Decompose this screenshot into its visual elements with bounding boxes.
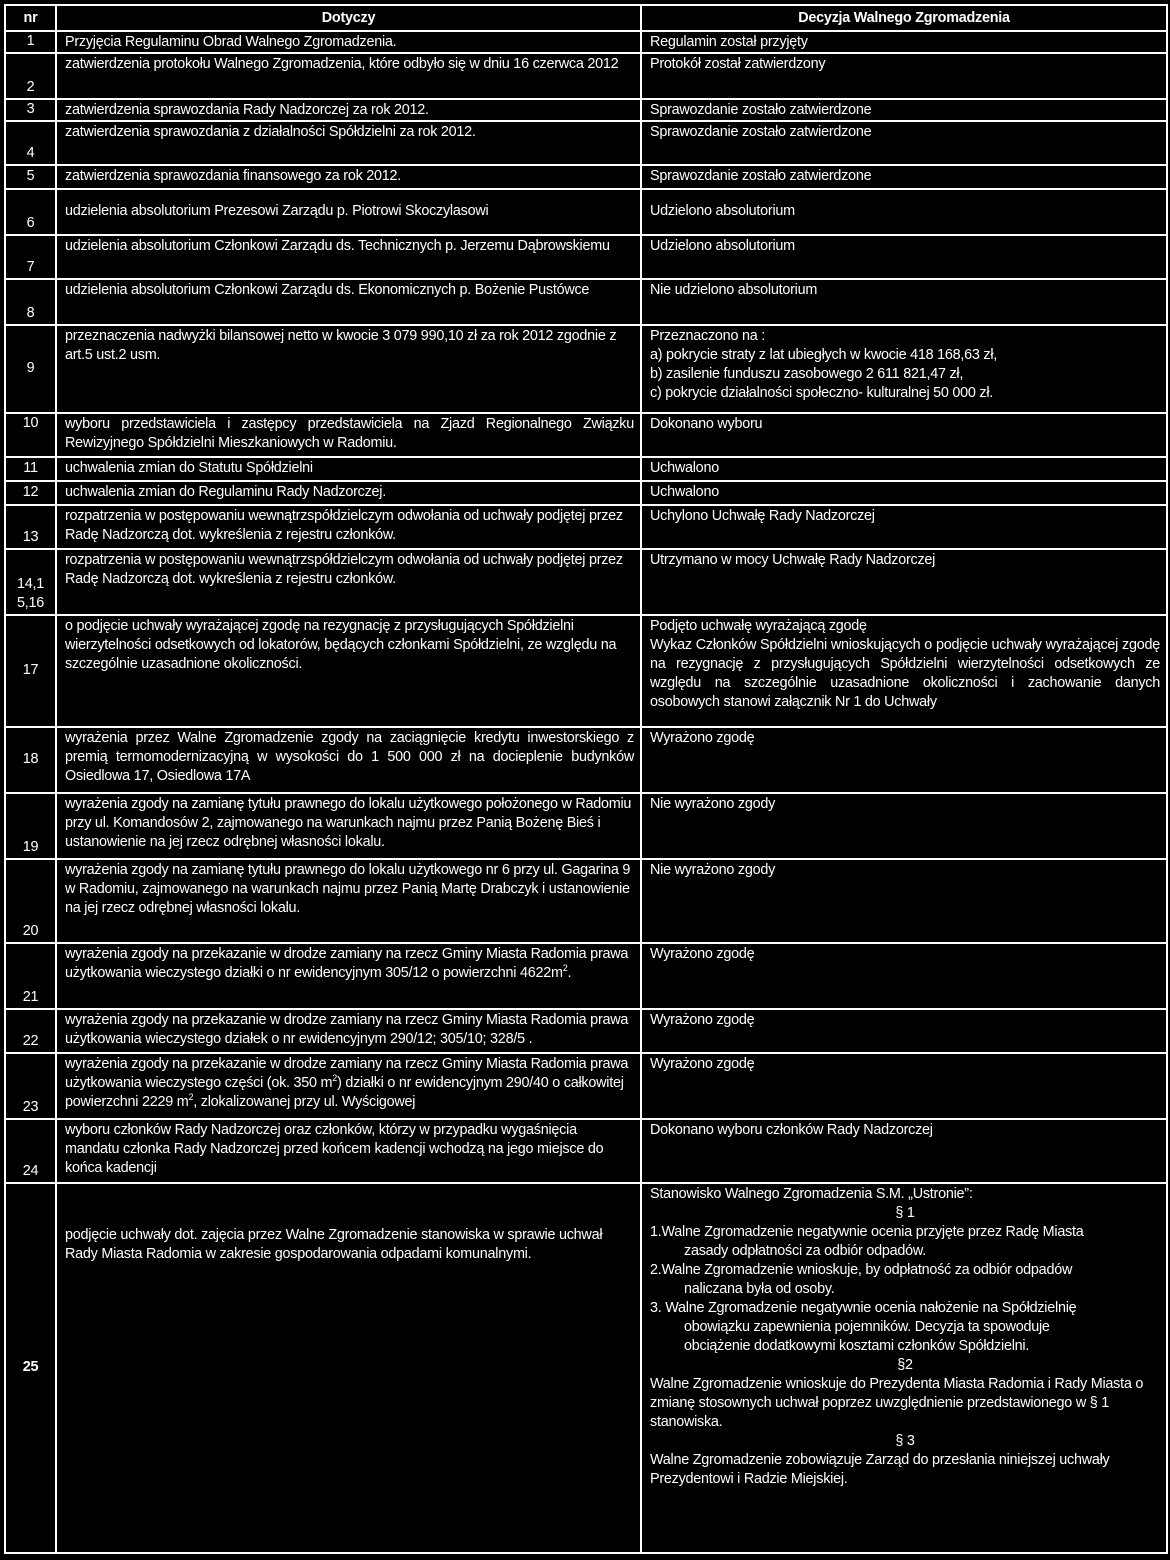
row-decyzja: Regulamin został przyjęty bbox=[641, 31, 1167, 53]
decision-line: naliczana była od osoby. bbox=[684, 1281, 835, 1297]
header-dotyczy: Dotyczy bbox=[56, 5, 641, 31]
row-dotyczy: zatwierdzenia sprawozdania finansowego za rok 2012. bbox=[56, 165, 641, 189]
table-row bbox=[5, 481, 1167, 505]
row-decyzja: Wyrażono zgodę bbox=[641, 943, 1167, 1009]
table-row bbox=[5, 1009, 1167, 1053]
row-dotyczy: udzielenia absolutorium Prezesowi Zarządu p. Piotrowi Skoczylasowi bbox=[56, 189, 641, 235]
table-row bbox=[5, 325, 1167, 413]
row-nr: 17 bbox=[5, 615, 56, 727]
row-dotyczy: zatwierdzenia sprawozdania z działalności Spółdzielni za rok 2012. bbox=[56, 121, 641, 165]
row-dotyczy: wyrażenia zgody na zamianę tytułu prawnego do lokalu użytkowego położonego w Radomiu przy ul. Komandosów 2, zajmowanego na warunkach najmu przez Panią Bożenę Bieś i ustanowienie na jej rzecz odrębnej własności lokalu. bbox=[56, 793, 641, 859]
row-nr: 1 bbox=[5, 31, 56, 53]
row-decyzja: Nie wyrażono zgody bbox=[641, 793, 1167, 859]
row-decyzja: Udzielono absolutorium bbox=[641, 235, 1167, 279]
row-decyzja bbox=[641, 1183, 1167, 1553]
row-decyzja: Wyrażono zgodę bbox=[641, 1009, 1167, 1053]
table-row bbox=[5, 165, 1167, 189]
table-row bbox=[5, 1183, 1167, 1553]
row-decyzja: Uchylono Uchwałę Rady Nadzorczej bbox=[641, 505, 1167, 549]
row-decyzja: Nie wyrażono zgody bbox=[641, 859, 1167, 943]
row-nr: 23 bbox=[5, 1053, 56, 1119]
row-dotyczy: udzielenia absolutorium Członkowi Zarządu ds. Ekonomicznych p. Bożenie Pustówce bbox=[56, 279, 641, 325]
row-dotyczy: o podjęcie uchwały wyrażającej zgodę na rezygnację z przysługujących Spółdzielni wierzytelności odsetkowych od lokatorów, będących członkami Spółdzielni, ze względu na szczególnie uzasadnione okoliczności. bbox=[56, 615, 641, 727]
row-nr: 11 bbox=[5, 457, 56, 481]
row-decyzja: Utrzymano w mocy Uchwałę Rady Nadzorczej bbox=[641, 549, 1167, 615]
row-decyzja: Dokonano wyboru członków Rady Nadzorczej bbox=[641, 1119, 1167, 1183]
row-dotyczy: uchwalenia zmian do Statutu Spółdzielni bbox=[56, 457, 641, 481]
row-dotyczy: zatwierdzenia protokołu Walnego Zgromadzenia, które odbyło się w dniu 16 czerwca 2012 bbox=[56, 53, 641, 99]
row-dotyczy: rozpatrzenia w postępowaniu wewnątrzspółdzielczym odwołania od uchwały podjętej przez Radę Nadzorczą dot. wykreślenia z rejestru członków. bbox=[56, 549, 641, 615]
decision-line: zasady odpłatności za odbiór odpadów. bbox=[684, 1243, 926, 1259]
decision-line: Walne Zgromadzenie wnioskuje do Prezydenta Miasta Radomia i Rady Miasta o zmianę stosownych uchwał poprzez uwzględnienie przedstawionego w § 1 stanowiska. bbox=[650, 1376, 1144, 1430]
row-dotyczy: wyboru przedstawiciela i zastępcy przedstawiciela na Zjazd Regionalnego Związku Rewizyjnego Spółdzielni Mieszkaniowych w Radomiu. bbox=[56, 413, 641, 457]
row-nr: 7 bbox=[5, 235, 56, 279]
row-nr: 22 bbox=[5, 1009, 56, 1053]
superscript: 2 bbox=[332, 1073, 338, 1084]
decision-line: obciążenie dodatkowymi kosztami członków Spółdzielni. bbox=[684, 1338, 1030, 1354]
row-nr: 8 bbox=[5, 279, 56, 325]
row-nr: 6 bbox=[5, 189, 56, 235]
table-row bbox=[5, 793, 1167, 859]
table-row bbox=[5, 615, 1167, 727]
resolutions-table bbox=[4, 4, 1168, 1554]
row-nr: 20 bbox=[5, 859, 56, 943]
row-decyzja: Wyrażono zgodę bbox=[641, 727, 1167, 793]
table-row bbox=[5, 53, 1167, 99]
dotyczy-text: , zlokalizowanej przy ul. Wyścigowej bbox=[193, 1094, 416, 1110]
table-row bbox=[5, 279, 1167, 325]
row-dotyczy: Przyjęcia Regulaminu Obrad Walnego Zgromadzenia. bbox=[56, 31, 641, 53]
row-nr: 10 bbox=[5, 413, 56, 457]
row-dotyczy: rozpatrzenia w postępowaniu wewnątrzspółdzielczym odwołania od uchwały podjętej przez Radę Nadzorczą dot. wykreślenia z rejestru członków. bbox=[56, 505, 641, 549]
row-nr: 14,1 5,16 bbox=[5, 549, 56, 615]
table-row bbox=[5, 727, 1167, 793]
row-decyzja: Sprawozdanie zostało zatwierdzone bbox=[641, 99, 1167, 121]
decision-line: Przeznaczono na : bbox=[650, 328, 765, 344]
table-row bbox=[5, 505, 1167, 549]
header-nr: nr bbox=[5, 5, 56, 31]
decision-line: obowiązku zapewnienia pojemników. Decyzja ta spowoduje bbox=[684, 1319, 1050, 1335]
row-decyzja: Protokół został zatwierdzony bbox=[641, 53, 1167, 99]
row-dotyczy: wyrażenia zgody na zamianę tytułu prawnego do lokalu użytkowego nr 6 przy ul. Gagarina 9 w Radomiu, zajmowanego na warunkach najmu przez Panią Martę Drabczyk i ustanowienie na jej rzecz odrębnej własności lokalu. bbox=[56, 859, 641, 943]
row-nr: 25 bbox=[5, 1183, 56, 1553]
row-decyzja: Dokonano wyboru bbox=[641, 413, 1167, 457]
decision-line: 2.Walne Zgromadzenie wnioskuje, by odpłatność za odbiór odpadów bbox=[650, 1262, 1073, 1278]
dotyczy-text: . bbox=[567, 965, 572, 981]
superscript: 2 bbox=[188, 1092, 194, 1103]
row-nr: 13 bbox=[5, 505, 56, 549]
decision-line: 3. Walne Zgromadzenie negatywnie ocenia nałożenie na Spółdzielnię bbox=[650, 1300, 1077, 1316]
decision-line: Wykaz Członków Spółdzielni wnioskujących o podjęcie uchwały wyrażającej zgodę na rezygnację z przysługujących Spółdzielni wierzytelności odsetkowych ze względu na szczególnie uzasadnione okoliczności i zachowanie danych osobowych stanowi załącznik Nr 1 do Uchwały bbox=[650, 637, 1160, 710]
row-dotyczy: uchwalenia zmian do Regulaminu Rady Nadzorczej. bbox=[56, 481, 641, 505]
table-row bbox=[5, 943, 1167, 1009]
row-nr: 9 bbox=[5, 325, 56, 413]
paragraph-mark: § 1 bbox=[895, 1205, 915, 1221]
row-decyzja: Uchwalono bbox=[641, 481, 1167, 505]
row-decyzja bbox=[641, 615, 1167, 727]
table-row bbox=[5, 1053, 1167, 1119]
row-nr: 12 bbox=[5, 481, 56, 505]
table-row bbox=[5, 31, 1167, 53]
table-row bbox=[5, 859, 1167, 943]
decision-line: 1.Walne Zgromadzenie negatywnie ocenia przyjęte przez Radę Miasta bbox=[650, 1224, 1084, 1240]
row-nr: 21 bbox=[5, 943, 56, 1009]
decision-line: Walne Zgromadzenie zobowiązuje Zarząd do przesłania niniejszej uchwały Prezydentowi i Radzie Miejskiej. bbox=[650, 1452, 1110, 1487]
row-decyzja: Udzielono absolutorium bbox=[641, 189, 1167, 235]
paragraph-mark: § 3 bbox=[895, 1433, 915, 1449]
row-decyzja: Uchwalono bbox=[641, 457, 1167, 481]
row-decyzja: Wyrażono zgodę bbox=[641, 1053, 1167, 1119]
decision-line: c) pokrycie działalności społeczno- kulturalnej 50 000 zł. bbox=[650, 385, 994, 401]
row-nr: 5 bbox=[5, 165, 56, 189]
row-dotyczy bbox=[56, 943, 641, 1009]
row-nr: 18 bbox=[5, 727, 56, 793]
decision-line: Stanowisko Walnego Zgromadzenia S.M. „Ustronie”: bbox=[650, 1186, 973, 1202]
row-dotyczy: udzielenia absolutorium Członkowi Zarządu ds. Technicznych p. Jerzemu Dąbrowskiemu bbox=[56, 235, 641, 279]
table-header-row bbox=[5, 5, 1167, 31]
row-dotyczy: podjęcie uchwały dot. zajęcia przez Walne Zgromadzenie stanowiska w sprawie uchwał Rady Miasta Radomia w zakresie gospodarowania odpadami komunalnymi. bbox=[56, 1183, 641, 1553]
header-decyzja: Decyzja Walnego Zgromadzenia bbox=[641, 5, 1167, 31]
row-decyzja: Sprawozdanie zostało zatwierdzone bbox=[641, 121, 1167, 165]
table-row bbox=[5, 1119, 1167, 1183]
row-decyzja bbox=[641, 325, 1167, 413]
decision-line: Podjęto uchwałę wyrażającą zgodę bbox=[650, 618, 867, 634]
decision-line: b) zasilenie funduszu zasobowego 2 611 821,47 zł, bbox=[650, 366, 964, 382]
row-dotyczy: zatwierdzenia sprawozdania Rady Nadzorczej za rok 2012. bbox=[56, 99, 641, 121]
row-dotyczy: wyrażenia przez Walne Zgromadzenie zgody na zaciągnięcie kredytu inwestorskiego z premią termomodernizacyjną w wysokości do 1 500 000 zł na docieplenie budynków Osiedlowa 17, Osiedlowa 17A bbox=[56, 727, 641, 793]
row-decyzja: Nie udzielono absolutorium bbox=[641, 279, 1167, 325]
dotyczy-text: wyrażenia zgody na przekazanie w drodze zamiany na rzecz Gminy Miasta Radomia prawa użytkowania wieczystego działki o nr ewidencyjnym 305/12 o powierzchni 4622m bbox=[65, 946, 629, 981]
paragraph-mark: §2 bbox=[897, 1357, 913, 1373]
table-row bbox=[5, 121, 1167, 165]
table-row bbox=[5, 549, 1167, 615]
row-nr: 2 bbox=[5, 53, 56, 99]
row-decyzja: Sprawozdanie zostało zatwierdzone bbox=[641, 165, 1167, 189]
row-dotyczy: wyboru członków Rady Nadzorczej oraz członków, którzy w przypadku wygaśnięcia mandatu członka Rady Nadzorczej przed końcem kadencji wchodzą na jego miejsce do końca kadencji bbox=[56, 1119, 641, 1183]
row-dotyczy bbox=[56, 1053, 641, 1119]
table-row bbox=[5, 189, 1167, 235]
superscript: 2 bbox=[562, 963, 568, 974]
table-row bbox=[5, 235, 1167, 279]
dotyczy-text: ) działki o nr ewidencyjnym 290/40 o całkowitej powierzchni 2229 m bbox=[65, 1075, 624, 1110]
table-row bbox=[5, 413, 1167, 457]
dotyczy-text: wyrażenia zgody na przekazanie w drodze zamiany na rzecz Gminy Miasta Radomia prawa użytkowania wieczystego części (ok. 350 m bbox=[65, 1056, 629, 1091]
row-dotyczy: przeznaczenia nadwyżki bilansowej netto w kwocie 3 079 990,10 zł za rok 2012 zgodnie z art.5 ust.2 usm. bbox=[56, 325, 641, 413]
decision-line: a) pokrycie straty z lat ubiegłych w kwocie 418 168,63 zł, bbox=[650, 347, 998, 363]
row-dotyczy: wyrażenia zgody na przekazanie w drodze zamiany na rzecz Gminy Miasta Radomia prawa użytkowania wieczystego działek o nr ewidencyjnym 290/12; 305/10; 328/5 . bbox=[56, 1009, 641, 1053]
table-row bbox=[5, 457, 1167, 481]
row-nr: 24 bbox=[5, 1119, 56, 1183]
table-row bbox=[5, 99, 1167, 121]
row-nr: 4 bbox=[5, 121, 56, 165]
row-nr: 19 bbox=[5, 793, 56, 859]
row-nr: 3 bbox=[5, 99, 56, 121]
